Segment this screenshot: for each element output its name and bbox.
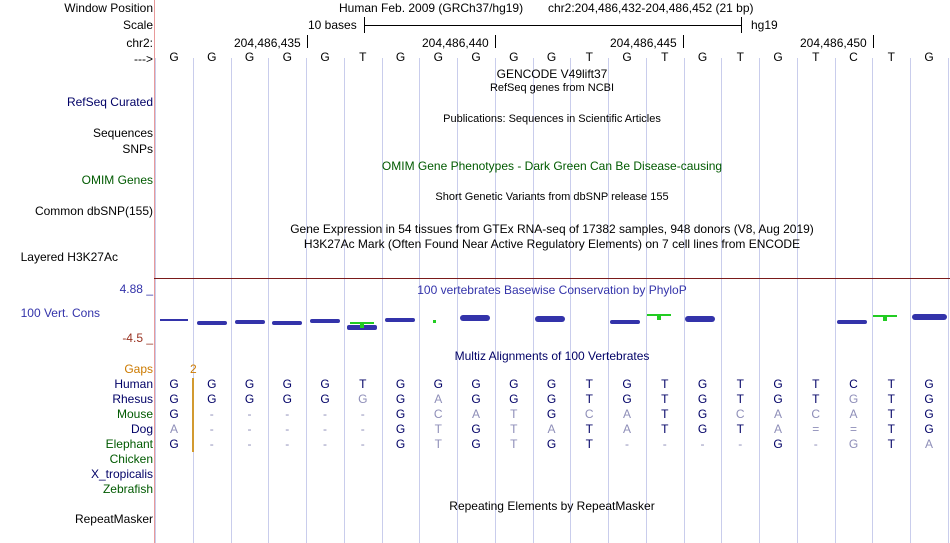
alignment-base: - <box>247 407 252 421</box>
species-label-zebrafish[interactable]: Zebrafish <box>102 482 153 496</box>
species-label-rhesus[interactable]: Rhesus <box>112 392 153 406</box>
cons-glyph-positive <box>657 314 661 320</box>
reference-base: G <box>244 50 255 64</box>
reference-base: G <box>773 50 783 64</box>
alignment-base: T <box>661 407 669 421</box>
alignment-base: G <box>433 377 443 391</box>
sequences-track-label[interactable]: Sequences <box>92 126 153 140</box>
label-column-separator <box>154 0 155 543</box>
coord-tick-label: 204,486,435 <box>234 36 301 50</box>
cons-glyph <box>912 314 947 320</box>
alignment-base: G <box>848 437 859 451</box>
gtex-track-title[interactable]: Gene Expression in 54 tissues from GTEx RNA-seq of 17382 samples, 948 donors (V8, Aug 2019) <box>290 222 814 236</box>
alignment-base: T <box>585 422 593 436</box>
coord-tick <box>873 35 874 48</box>
cons-glyph <box>610 320 640 324</box>
alignment-base: T <box>510 437 518 451</box>
reference-base: G <box>509 50 519 64</box>
alignment-base: - <box>360 437 365 451</box>
dbsnp-track-title[interactable]: Short Genetic Variants from dbSNP release 155 <box>435 191 669 203</box>
cons-glyph-positive <box>883 315 887 321</box>
scale-db: hg19 <box>751 18 778 32</box>
gencode-track-title[interactable]: GENCODE V49lift37 <box>496 67 608 81</box>
omim-track-title[interactable]: OMIM Gene Phenotypes - Dark Green Can Be Disease-causing <box>381 159 723 173</box>
alignment-base: G <box>848 392 859 406</box>
reference-base: G <box>320 50 330 64</box>
alignment-base: - <box>700 437 705 451</box>
alignment-base: G <box>244 377 255 391</box>
species-label-mouse[interactable]: Mouse <box>116 407 153 421</box>
scale-bar <box>364 25 741 26</box>
alignment-base: G <box>697 422 708 436</box>
reference-base: G <box>282 50 292 64</box>
alignment-base: T <box>887 392 895 406</box>
species-label-chicken[interactable]: Chicken <box>109 452 153 466</box>
reference-base: T <box>661 50 669 64</box>
reference-base: G <box>471 50 481 64</box>
alignment-base: A <box>773 422 782 436</box>
alignment-base: T <box>812 392 820 406</box>
alignment-base: - <box>285 437 290 451</box>
reference-base: G <box>622 50 632 64</box>
alignment-base: G <box>169 377 179 391</box>
alignment-base: = <box>849 422 857 436</box>
alignment-base: G <box>395 437 406 451</box>
alignment-base: T <box>585 437 593 451</box>
alignment-base: G <box>773 437 783 451</box>
alignment-base: - <box>209 407 214 421</box>
alignment-base: - <box>738 437 743 451</box>
alignment-base: T <box>887 437 895 451</box>
alignment-base: T <box>585 392 593 406</box>
alignment-base: G <box>320 377 330 391</box>
multiz-track-title[interactable]: Multiz Alignments of 100 Vertebrates <box>454 349 650 363</box>
snps-track-label[interactable]: SNPs <box>122 142 153 156</box>
reference-base: T <box>585 50 593 64</box>
alignment-base: - <box>625 437 629 451</box>
alignment-base: G <box>471 392 481 406</box>
alignment-base: T <box>887 422 895 436</box>
alignment-base: G <box>697 392 708 406</box>
alignment-base: T <box>661 392 669 406</box>
phylop-conservation-plot <box>155 300 950 340</box>
alignment-base: G <box>471 437 481 451</box>
alignment-base: G <box>395 407 406 421</box>
cons-glyph-positive <box>433 320 436 323</box>
window-position-text: chr2:204,486,432-204,486,452 (21 bp) <box>548 1 754 15</box>
coord-tick <box>307 35 308 48</box>
phylop-min-label: -4.5 _ <box>122 331 153 345</box>
cons-glyph <box>460 315 490 321</box>
alignment-base: - <box>323 407 327 421</box>
reference-base: G <box>207 50 217 64</box>
gap-marker <box>192 378 194 452</box>
alignment-base: - <box>323 437 327 451</box>
alignment-base: G <box>169 437 179 451</box>
alignment-base: C <box>433 407 443 421</box>
alignment-base: G <box>169 407 179 421</box>
alignment-base: - <box>360 407 365 421</box>
alignment-base: C <box>735 407 745 421</box>
alignment-base: G <box>395 377 406 391</box>
reference-base: T <box>736 50 744 64</box>
alignment-base: - <box>662 437 667 451</box>
alignment-base: G <box>924 392 934 406</box>
refseq-subtitle: RefSeq genes from NCBI <box>489 82 615 94</box>
alignment-base: - <box>209 437 214 451</box>
reference-base: G <box>395 50 406 64</box>
alignment-base: A <box>622 407 631 421</box>
reference-base: G <box>169 50 179 64</box>
alignment-base: G <box>924 407 934 421</box>
gaps-label: Gaps <box>124 362 153 376</box>
alignment-base: G <box>207 377 217 391</box>
alignment-base: G <box>924 377 934 391</box>
alignment-base: G <box>282 392 292 406</box>
alignment-base: T <box>434 422 442 436</box>
repeatmasker-track-label[interactable]: RepeatMasker <box>74 512 153 526</box>
coord-tick-label: 204,486,450 <box>800 36 867 50</box>
alignment-base: G <box>924 422 934 436</box>
coord-tick-label: 204,486,440 <box>422 36 489 50</box>
alignment-base: T <box>887 407 895 421</box>
reference-base: T <box>812 50 820 64</box>
alignment-base: G <box>546 392 557 406</box>
alignment-base: A <box>471 407 480 421</box>
alignment-base: G <box>471 377 481 391</box>
alignment-base: G <box>546 407 557 421</box>
alignment-base: G <box>546 377 557 391</box>
alignment-base: G <box>622 392 632 406</box>
alignment-base: - <box>209 422 214 436</box>
coord-tick <box>683 35 684 48</box>
alignment-base: G <box>697 407 708 421</box>
reference-base: G <box>433 50 443 64</box>
window-position-label: Window Position <box>64 1 153 15</box>
reference-base: T <box>359 50 367 64</box>
scale-text: 10 bases <box>308 18 357 32</box>
cons-glyph <box>235 320 265 324</box>
reference-base: G <box>546 50 557 64</box>
scale-label: Scale <box>122 18 153 32</box>
species-label-dog[interactable]: Dog <box>130 422 153 436</box>
alignment-base: G <box>622 377 632 391</box>
alignment-base: A <box>169 422 178 436</box>
alignment-base: T <box>359 377 367 391</box>
alignment-base: A <box>849 407 858 421</box>
alignment-base: A <box>547 422 556 436</box>
chrom-label: chr2: <box>126 36 153 50</box>
alignment-base: = <box>812 422 820 436</box>
alignment-base: G <box>395 392 406 406</box>
phylop-track-title[interactable]: 100 vertebrates Basewise Conservation by PhyloP <box>417 283 687 297</box>
coord-tick-label: 204,486,445 <box>610 36 677 50</box>
alignment-base: T <box>887 377 895 391</box>
assembly-title: Human Feb. 2009 (GRCh37/hg19) <box>339 1 524 15</box>
alignment-base: T <box>736 392 744 406</box>
alignment-base: A <box>622 422 631 436</box>
alignment-base: - <box>813 437 818 451</box>
scale-bar-right-end <box>741 17 742 33</box>
alignment-base: - <box>247 422 252 436</box>
species-label-human[interactable]: Human <box>114 377 153 391</box>
alignment-base: A <box>924 437 933 451</box>
repeatmasker-track-title[interactable]: Repeating Elements by RepeatMasker <box>449 499 655 513</box>
alignment-base: T <box>661 422 669 436</box>
cons-glyph <box>385 318 415 322</box>
alignment-base: G <box>546 437 557 451</box>
omim-track-label[interactable]: OMIM Genes <box>81 173 153 187</box>
species-label-x_tropicalis[interactable]: X_tropicalis <box>90 467 153 481</box>
alignment-base: G <box>697 377 708 391</box>
cons-glyph <box>272 321 302 325</box>
alignment-base: T <box>661 377 669 391</box>
alignment-base: C <box>849 377 858 391</box>
h3k27ac-track-title[interactable]: H3K27Ac Mark (Often Found Near Active Regulatory Elements) on 7 cell lines from ENCODE <box>303 237 801 251</box>
alignment-base: - <box>285 422 290 436</box>
alignment-base: G <box>169 392 179 406</box>
reference-base: T <box>887 50 895 64</box>
reference-base: G <box>924 50 934 64</box>
alignment-base: T <box>510 407 518 421</box>
h3k27ac-track-label[interactable]: Layered H3K27Ac <box>20 250 118 264</box>
alignment-base: C <box>584 407 594 421</box>
alignment-base: G <box>509 392 519 406</box>
alignment-base: T <box>812 377 820 391</box>
cons-glyph <box>160 319 188 321</box>
alignment-base: G <box>509 377 519 391</box>
alignment-base: T <box>736 422 744 436</box>
dbsnp-track-label[interactable]: Common dbSNP(155) <box>34 204 153 218</box>
publications-track-title[interactable]: Publications: Sequences in Scientific Articles <box>443 113 661 125</box>
refseq-track-label[interactable]: RefSeq Curated <box>66 95 153 109</box>
alignment-base: T <box>585 377 593 391</box>
conservation-track-label[interactable]: 100 Vert. Cons <box>20 306 100 320</box>
cons-glyph <box>685 316 715 322</box>
alignment-base: - <box>247 437 252 451</box>
alignment-base: A <box>434 392 443 406</box>
species-label-elephant[interactable]: Elephant <box>105 437 153 451</box>
alignment-base: G <box>358 392 368 406</box>
cons-glyph-positive <box>360 322 364 328</box>
alignment-base: G <box>773 377 783 391</box>
phylop-max-label: 4.88 _ <box>119 282 153 296</box>
alignment-base: T <box>736 377 744 391</box>
cons-glyph <box>535 316 565 322</box>
alignment-base: G <box>773 392 783 406</box>
alignment-base: G <box>395 422 406 436</box>
cons-glyph <box>197 321 227 325</box>
gaps-count: 2 <box>190 362 197 376</box>
strand-arrow[interactable]: ---> <box>134 52 153 66</box>
cons-glyph <box>310 319 340 323</box>
alignment-base: - <box>285 407 290 421</box>
reference-base: G <box>697 50 708 64</box>
alignment-base: C <box>811 407 821 421</box>
alignment-base: A <box>773 407 782 421</box>
alignment-base: G <box>282 377 292 391</box>
alignment-base: T <box>510 422 518 436</box>
alignment-base: G <box>207 392 217 406</box>
alignment-base: G <box>244 392 255 406</box>
cons-glyph <box>837 320 867 324</box>
coord-tick <box>495 35 496 48</box>
alignment-base: G <box>320 392 330 406</box>
alignment-base: T <box>434 437 442 451</box>
alignment-base: - <box>360 422 365 436</box>
scale-bar-left-end <box>364 17 365 33</box>
track-group-separator <box>154 278 950 279</box>
reference-base: C <box>849 50 858 64</box>
alignment-base: G <box>471 422 481 436</box>
alignment-base: - <box>323 422 327 436</box>
